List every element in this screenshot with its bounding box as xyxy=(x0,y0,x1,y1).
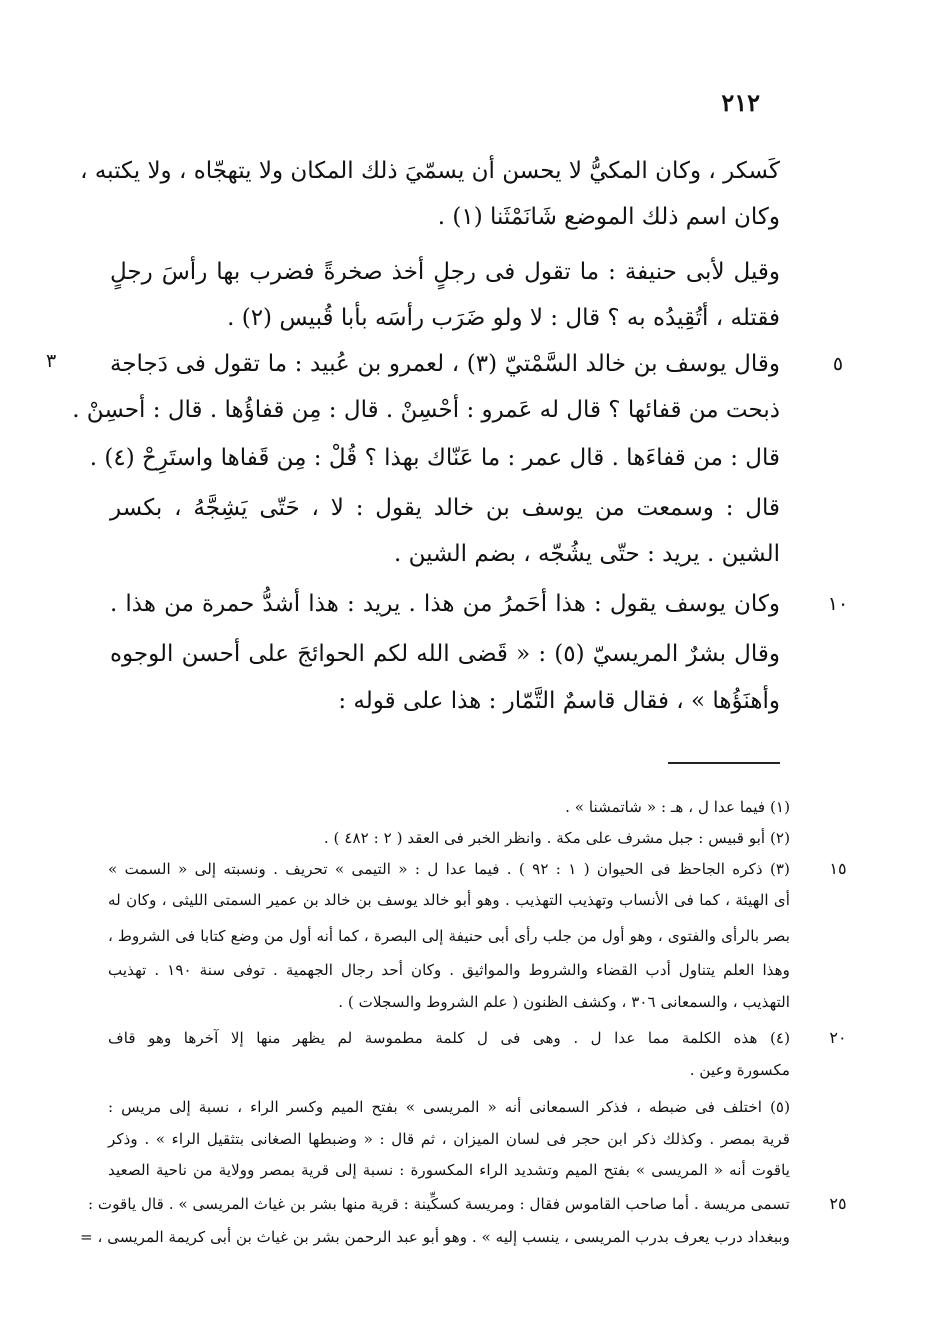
footnote-line: (٥) اختلف فى ضبطه ، فذكر السمعانى أنه « المريسى » بفتح الميم وكسر الراء ، نسبة إلى مريس : xyxy=(108,1098,790,1116)
footnote-line: ياقوت أنه « المريسى » بفتح الميم وتشديد الراء المكسورة : نسبة إلى قرية بمصر وولاية من ناحية الصعيد xyxy=(108,1161,790,1179)
page-number: ٢١٢ xyxy=(721,88,760,117)
main-text-line: وقيل لأبى حنيفة : ما تقول فى رجلٍ أخذ صخرةً فضرب بها رأسَ رجلٍ xyxy=(110,259,780,285)
main-text-line: كَسكر ، وكان المكيُّ لا يحسن أن يسمّيَ ذلك المكان ولا يتهجّاه ، ولا يكتبه ، xyxy=(80,158,780,184)
main-text-line: وكان اسم ذلك الموضع شَانَمْثَنا (١) . xyxy=(437,204,780,230)
main-text-line: ذبحت من قفائها ؟ قال له عَمرو : أحْسِنْ . قال : مِن قفاؤُها . قال : أحسِنْ . xyxy=(72,397,780,423)
footnote-line: (١) فيما عدا ل ، هـ : « شاتمشنا » . xyxy=(565,798,790,816)
main-text-line: وقال بشرٌ المريسيّ (٥) : « قَضى الله لكم الحوائجَ على أحسن الوجوه xyxy=(110,641,780,667)
footnote-line: (٤) هذه الكلمة مما عدا ل . وهى فى ل كلمة مطموسة لم يظهر منها إلا آخرها وهو قاف xyxy=(108,1029,790,1047)
main-text-line: قال : وسمعت من يوسف بن خالد يقول : لا ، حَتّى يَشِجَّهُ ، بكسر xyxy=(110,495,780,521)
footnote-line: التهذيب ، والسمعانى ٣٠٦ ، وكشف الظنون ( علم الشروط والسجلات ) . xyxy=(338,993,790,1011)
footnote-line: مكسورة وعين . xyxy=(689,1061,790,1079)
footnote-line: وببغداد درب يعرف بدرب المريسى ، ينسب إليه » . وهو أبو عبد الرحمن بشر بن غياث بن أبى كريمة المريسى ، = xyxy=(79,1228,790,1246)
main-text-line: قال : من قفاءَها . قال عمر : ما عَنّاك بهذا ؟ قُلْ : مِن قَفاها واستَرِحْ (٤) . xyxy=(89,445,780,471)
main-text-line: وقال يوسف بن خالد السَّمْتيّ (٣) ، لعمرو بن عُبيد : ما تقول فى دَجاجة xyxy=(110,351,780,377)
footnote-line: قرية بمصر . وكذلك ذكر ابن حجر فى لسان الميزان ، ثم قال : « وضبطها الصغانى بتثقيل الراء » . وذكر xyxy=(108,1130,790,1148)
main-text-line: وكان يوسف يقول : هذا أحَمرُ من هذا . يريد : هذا أشدُّ حمرة من هذا . xyxy=(110,591,780,617)
main-text-line: فقتله ، أتُقِيدُه به ؟ قال : لا ولو ضَرَب رأسَه بأبا قُبيس (٢) . xyxy=(227,305,780,331)
main-text-line: وأهنَؤُها » ، فقال قاسمٌ التَّمّار : هذا على قوله : xyxy=(338,688,780,714)
line-number-5: ٥ xyxy=(832,353,844,375)
main-text-line: الشين . يريد : حتّى يشُجّه ، بضم الشين . xyxy=(394,541,780,567)
line-number-25: ٢٥ xyxy=(829,1194,847,1213)
footnote-line: تسمى مريسة . أما صاحب القاموس فقال : ومريسة كسكِّينة : قرية منها بشر بن غياث المريسى » . قال ياقوت : xyxy=(87,1195,790,1213)
footnote-line: بصر بالرأى والفتوى ، وهو أول من جلب رأى أبى حنيفة إلى البصرة ، كما أنه أول من وضع كتابا فى الشروط ، xyxy=(108,927,790,945)
line-number-15: ١٥ xyxy=(829,859,847,878)
footnote-separator xyxy=(668,762,780,764)
footnote-line: وهذا العلم يتناول أدب القضاء والشروط والمواثيق . وكان أحد رجال الجهمية . توفى سنة ١٩٠ . تهذيب xyxy=(108,961,790,979)
line-number-20: ٢٠ xyxy=(829,1028,847,1047)
footnote-line: أى الهيئة ، كما فى الأنساب وتهذيب التهذيب . وهو أبو خالد يوسف بن خالد بن عمير السمتى الليثى ، وكان له xyxy=(108,891,790,909)
footnote-line: (٢) أبو قبيس : جبل مشرف على مكة . وانظر الخبر فى العقد ( ٢ : ٤٨٢ ) . xyxy=(323,829,790,847)
left-margin-marker: ٣ xyxy=(46,350,57,372)
footnote-line: (٣) ذكره الجاحظ فى الحيوان ( ١ : ٩٢ ) . فيما عدا ل : « التيمى » تحريف . ونسبته إلى « السمت » xyxy=(108,860,790,878)
line-number-10: ١٠ xyxy=(827,593,849,615)
